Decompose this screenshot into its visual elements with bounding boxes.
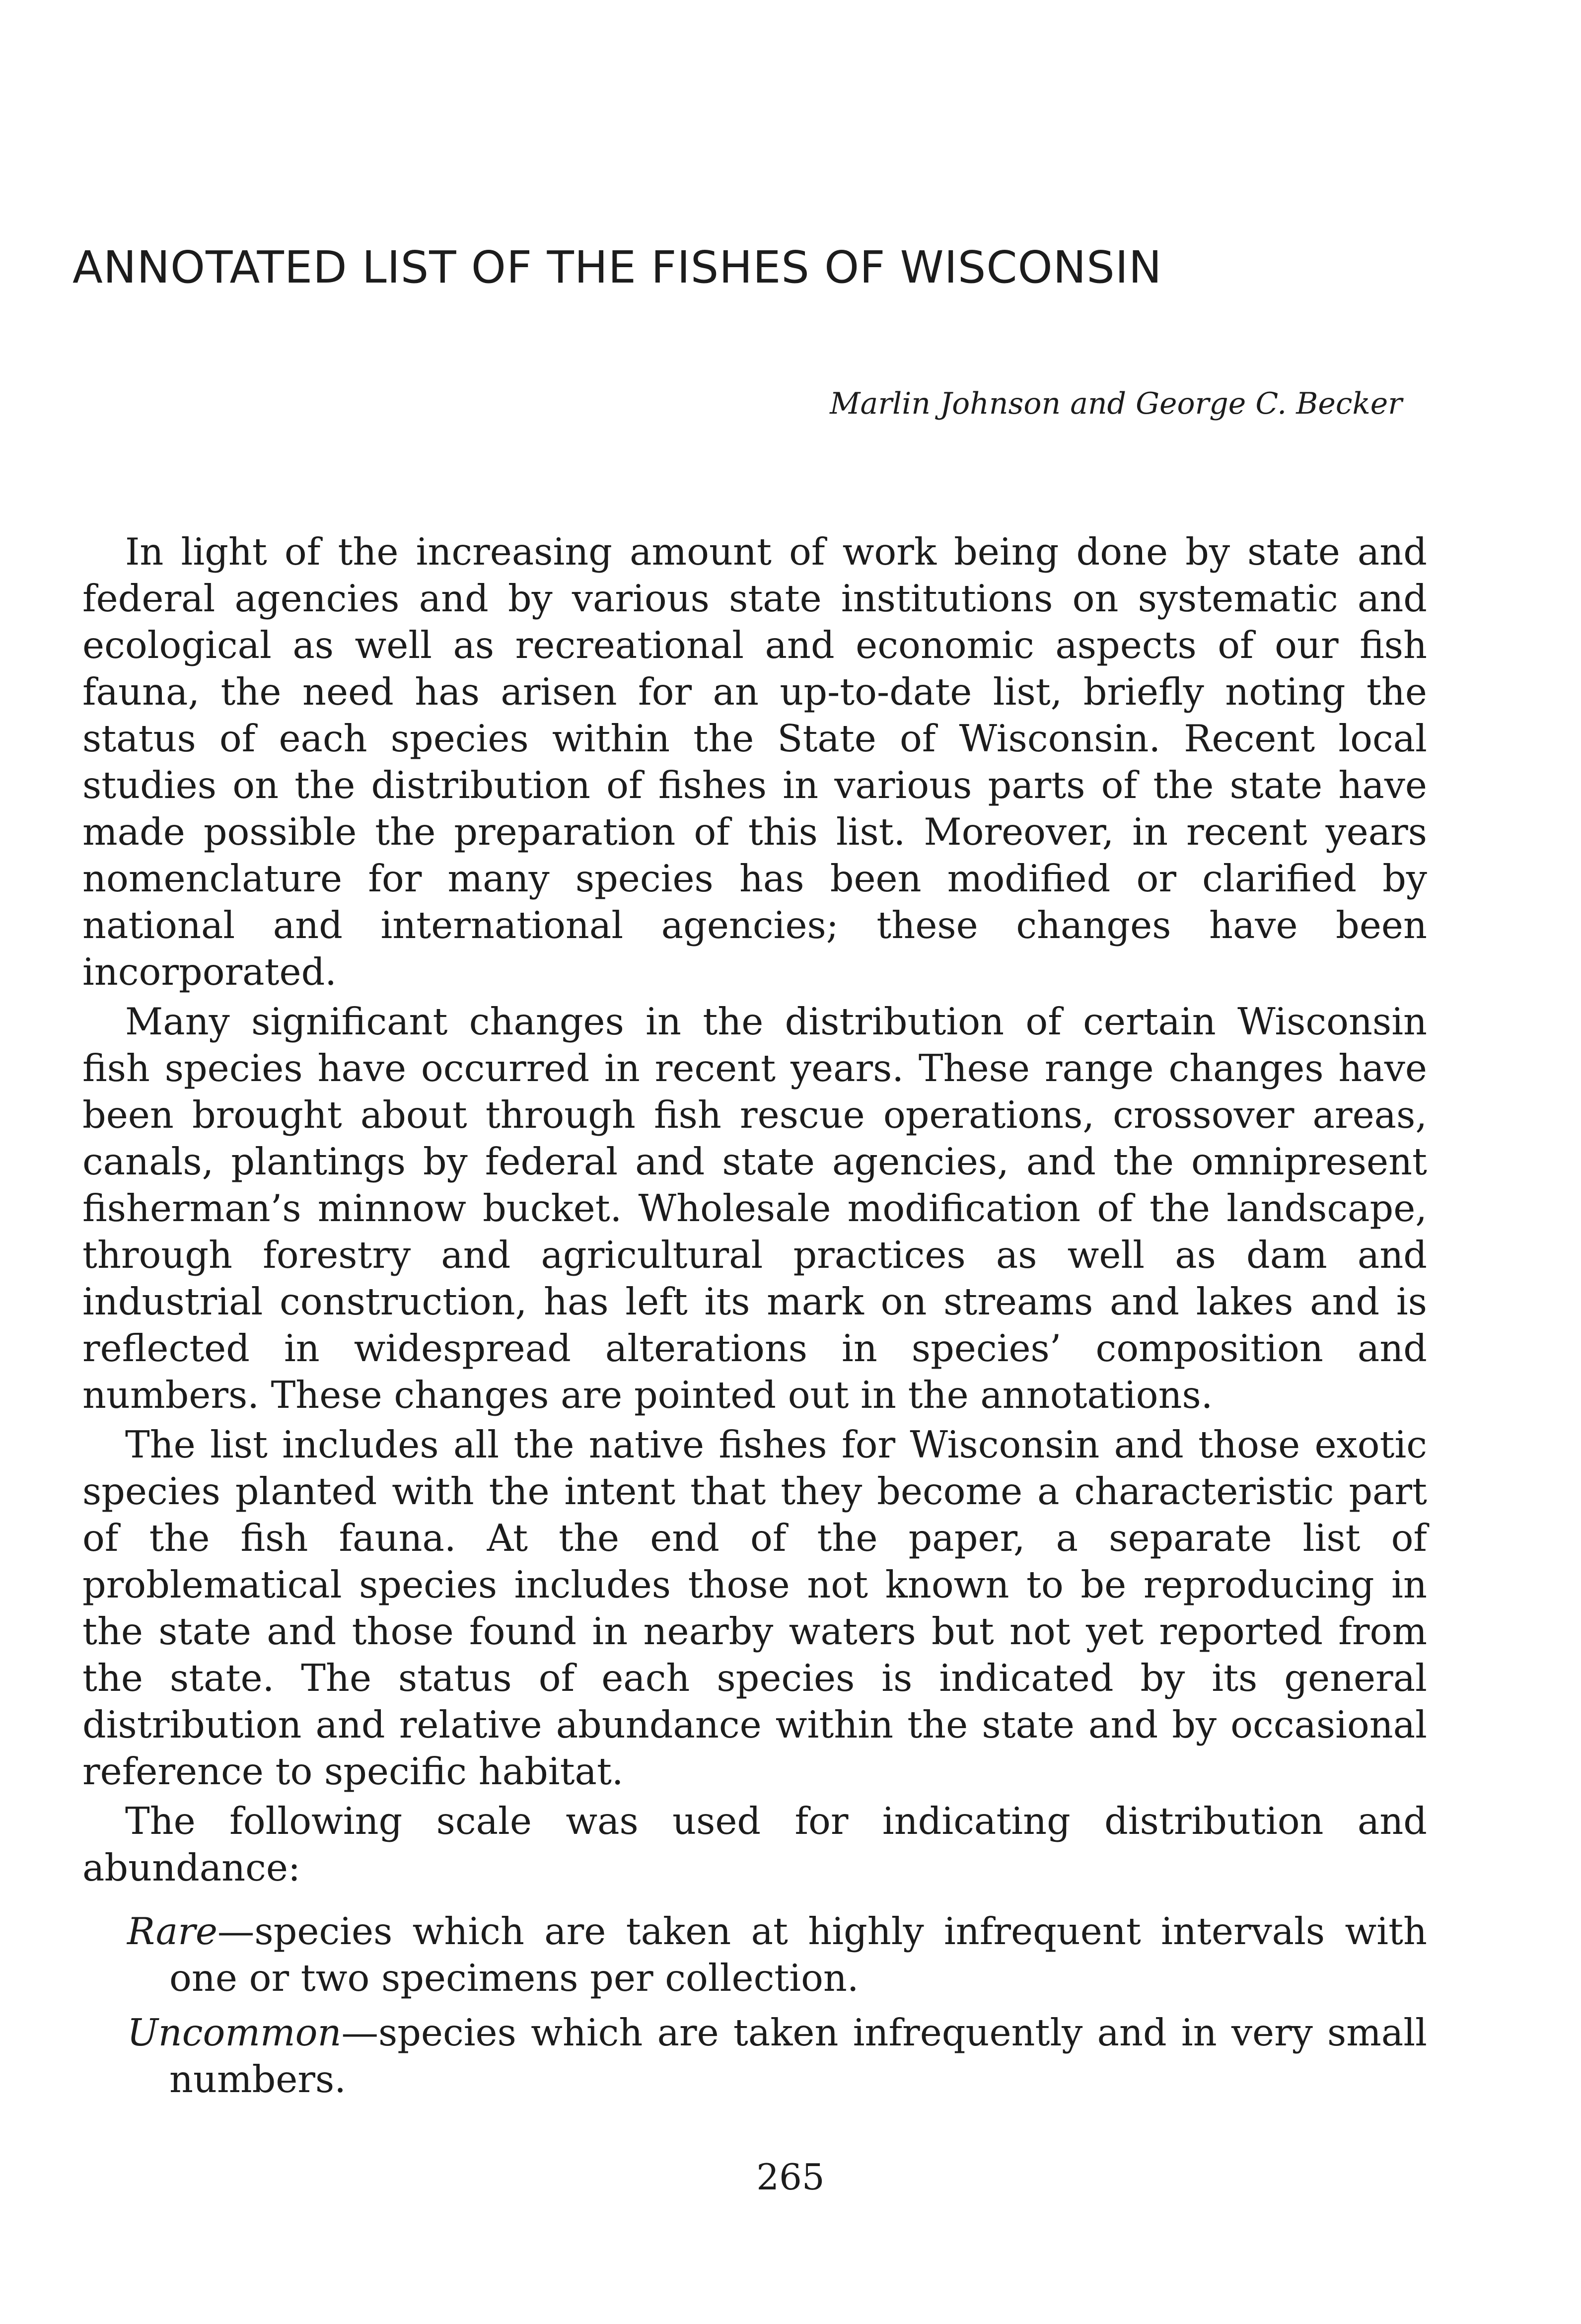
scale-term-uncommon: Uncommon bbox=[127, 2011, 342, 2054]
article-body bbox=[82, 529, 1427, 2111]
scale-definition-rare: —species which are taken at highly infrequent intervals with one or two specimens per collection. bbox=[169, 1910, 1427, 2000]
page-number: 265 bbox=[756, 2156, 825, 2198]
paragraph-scale-intro: The following scale was used for indicating distribution and abundance: bbox=[82, 1800, 1427, 1889]
paragraph-distribution-changes: Many significant changes in the distribution of certain Wisconsin fish species have occurred in recent years. These range changes have been brought about through fish rescue operations, crossover areas, canals, plantings by federal and state agencies, and the omnipresent fisherman’s minnow bucket. Wholesale modification of the landscape, through forestry and agricultural practices as well as dam and industrial construction, has left its mark on streams and lakes and is reflected in widespread alterations in species’ composition and numbers. These changes are pointed out in the annotations. bbox=[82, 1000, 1427, 1417]
scale-term-rare: Rare bbox=[127, 1910, 217, 1953]
article-title: ANNOTATED LIST OF THE FISHES OF WISCONSIN bbox=[72, 241, 1162, 293]
paragraph-list-scope: The list includes all the native fishes for Wisconsin and those exotic species planted with the intent that they become a characteristic part of the fish fauna. At the end of the paper, a separate list of problematical species includes those not known to be reproducing in the state and those found in nearby waters but not yet reported from the state. The status of each species is indicated by its general distribution and relative abundance within the state and by occasional reference to specific habitat. bbox=[82, 1423, 1427, 1793]
article-authors: Marlin Johnson and George C. Becker bbox=[830, 386, 1402, 421]
scale-item-rare bbox=[82, 1908, 1427, 2002]
paragraph-intro: In light of the increasing amount of work being done by state and federal agencies and by various state institutions on systematic and ecological as well as recreational and economic aspects of our fish fauna, the need has arisen for an up-to-date list, briefly noting the status of each species within the State of Wisconsin. Recent local studies on the distribution of fishes in various parts of the state have made possible the preparation of this list. Moreover, in recent years nomenclature for many species has been modified or clarified by national and international agencies; these changes have been incorporated. bbox=[82, 530, 1427, 994]
scale-definition-uncommon: —species which are taken infrequently and in very small numbers. bbox=[169, 2011, 1427, 2101]
scale-item-uncommon bbox=[82, 2010, 1427, 2103]
abundance-scale-list bbox=[82, 1908, 1427, 2103]
